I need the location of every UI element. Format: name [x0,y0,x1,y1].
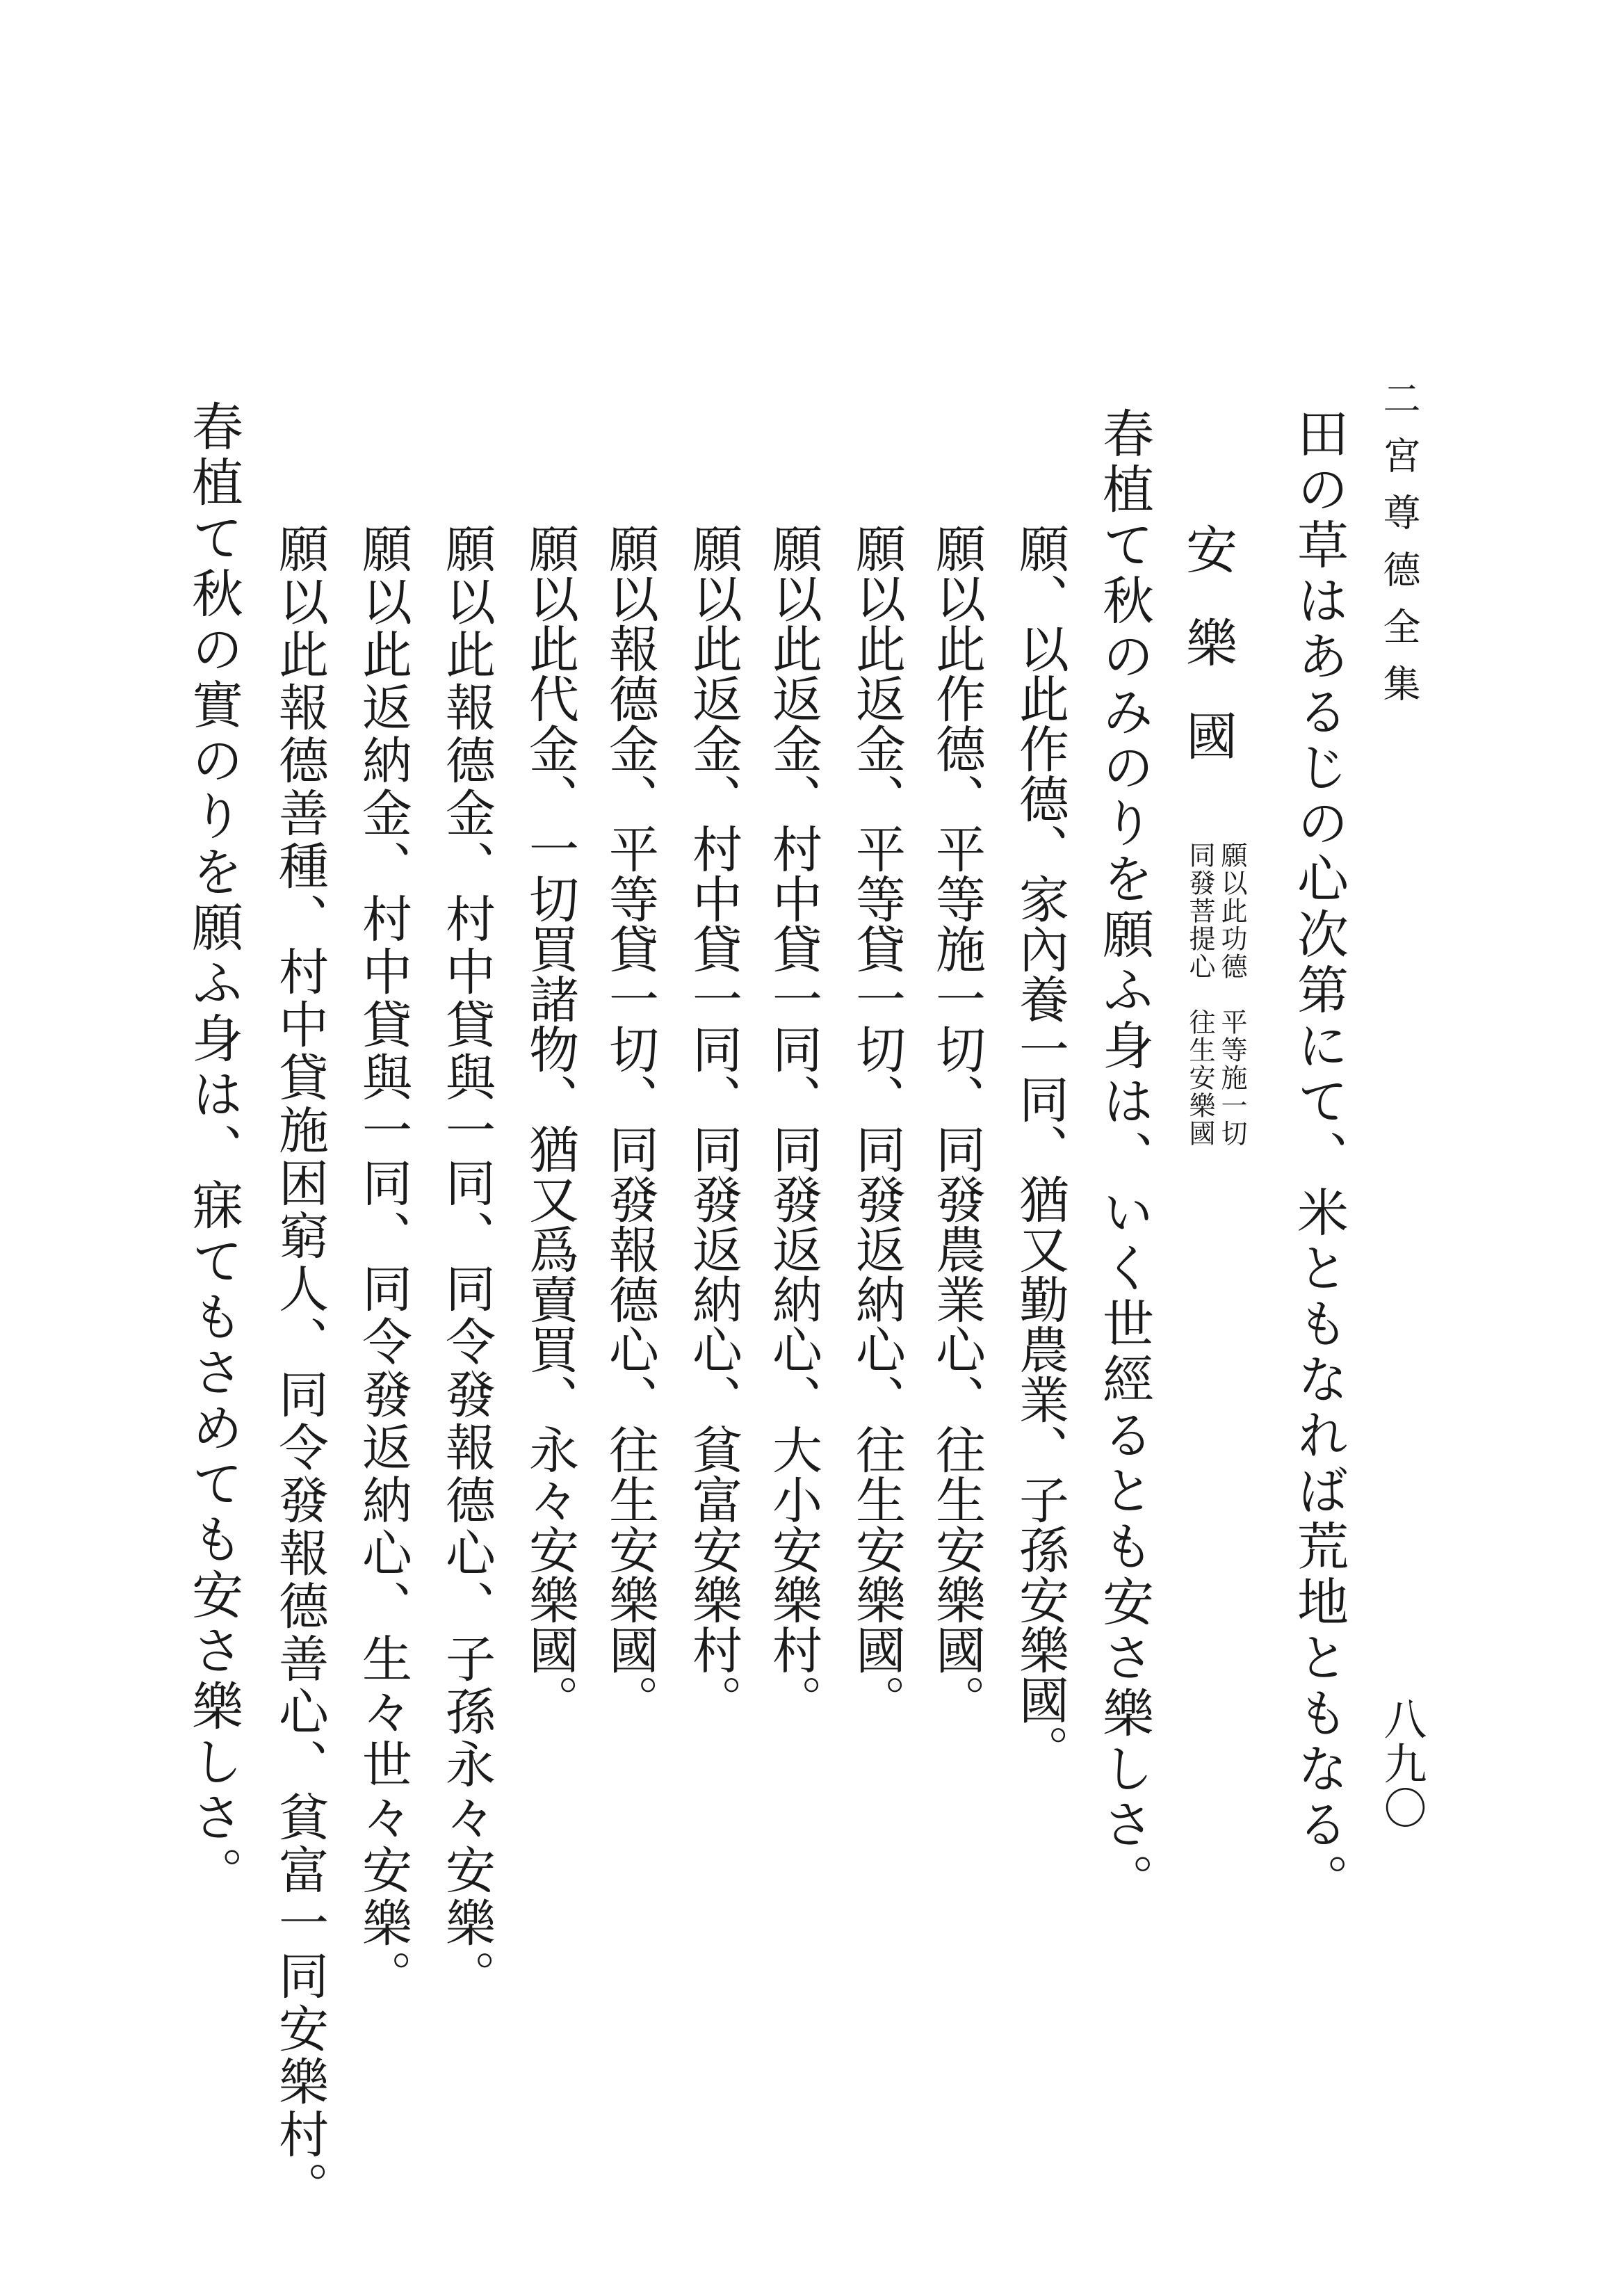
poem-line-3: 春植て秋の實のりを願ふ身は、寐てもさめても安さ樂しさ。 [184,400,243,1902]
verse-segment-2: 一切買諸物、猶又爲賣買、 [521,823,579,1424]
verse-segment-3: 子孫永々安樂。 [437,1633,496,2003]
gatha-annotation [1171,841,1255,1189]
verse-segment-1: 願、以此作德、 [1011,523,1069,873]
verse-segment-3: 往生安樂國。 [927,1424,986,1725]
verse-segment-1: 願以此返金、 [684,523,742,823]
gatha-line-2b: 往生安樂國 [1185,1008,1215,1147]
verse-segment-1: 願以此報德善種、 [270,523,329,946]
verse-segment-2: 平等施一切、同發農業心、 [927,823,986,1424]
verse-segment-3: 大小安樂村。 [764,1424,822,1725]
verse-segment-1: 願以此代金、 [521,523,579,823]
verse-segment-2: 村中貸與一同、同令發返納心、 [354,893,412,1633]
gatha-line-1b: 同發菩提心 [1185,841,1215,980]
verse-segment-1: 願以此返金、 [764,523,822,823]
verse-segment-2: 村中貸與一同、同令發報德心、 [437,893,496,1633]
verse-segment-2: 平等貸一切、同發報德心、 [601,823,659,1424]
verse-segment-3: 貧富一同安樂村。 [270,1791,329,2214]
verse-segment-1: 願以此報德金、 [437,523,496,893]
verse-segment-3: 子孫安樂國。 [1011,1474,1069,1775]
page-number: 八九〇 [1377,1697,1427,1830]
verse-segment-1: 願以此作德、 [927,523,986,823]
poem-line-1: 田の草はあるじの心次第にて、米ともなれば荒地ともなる。 [1289,407,1349,1909]
verse-segment-3: 貧富安樂村。 [684,1424,742,1725]
verse-line [270,523,373,2214]
verse-segment-3: 永々安樂國。 [521,1424,579,1725]
gatha-line-2a: 平等施一切 [1217,1008,1247,1147]
verse-segment-1: 願以此返納金、 [354,523,412,893]
verse-segment-2: 平等貸一切、同發返納心、 [847,823,906,1424]
section-title: 安樂國 [1178,523,1237,802]
verse-line [354,523,495,2003]
gatha-line-1a: 願以此功德 [1217,841,1247,980]
verse-segment-3: 往生安樂國。 [847,1424,906,1725]
verse-segment-2: 家內養一同、猶又勤農業、 [1011,873,1069,1474]
running-head: 二宮尊德全集 [1377,379,1421,721]
verse-segment-2: 村中貸一同、同發返納心、 [764,823,822,1424]
verse-segment-3: 生々世々安樂。 [354,1633,412,2003]
verse-segment-1: 願以報德金、 [601,523,659,823]
poem-line-2: 春植て秋のみのりを願ふ身は、いく世經るとも安さ樂しさ。 [1094,407,1154,1909]
verse-segment-2: 村中貸施困窮人、同令發報德善心、 [270,946,329,1791]
verse-segment-3: 往生安樂國。 [601,1424,659,1725]
verse-segment-1: 願以此返金、 [847,523,906,823]
verse-segment-2: 村中貸一同、同發返納心、 [684,823,742,1424]
